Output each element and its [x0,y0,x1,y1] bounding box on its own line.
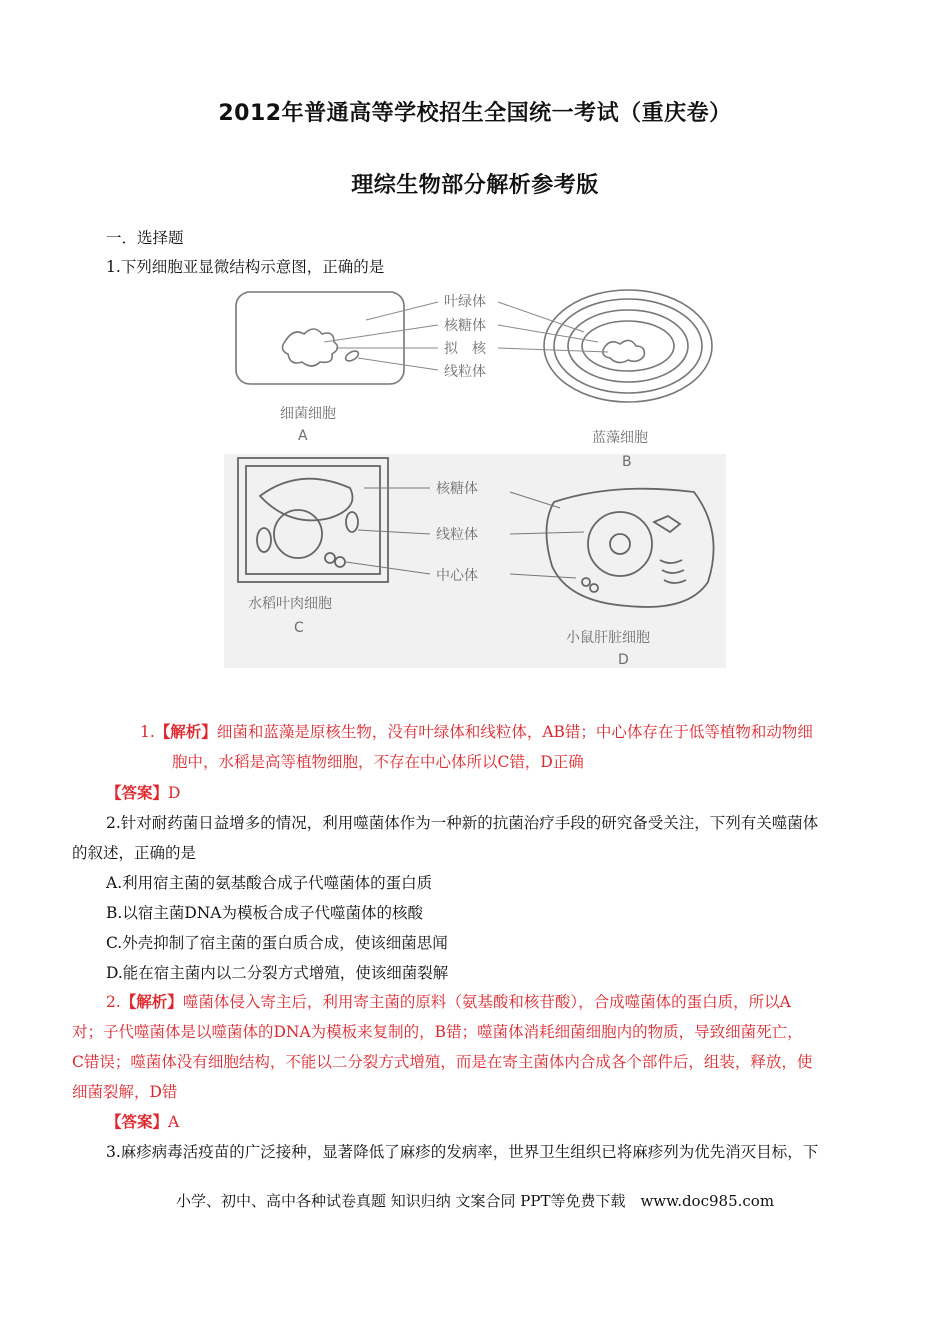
q2-answer-tag: 【答案】 [106,1112,169,1131]
q2-option-b: B.以宿主菌DNA为模板合成子代噬菌体的核酸 [106,904,424,922]
fig-label-centriole-cd: 中心体 [436,568,478,584]
document-subtitle: 理综生物部分解析参考版 [351,173,599,198]
fig-name-b: 蓝藻细胞 [592,430,648,446]
q2-analysis-line-1 [106,992,791,1012]
q1-analysis-text-1: 细菌和蓝藻是原核生物，没有叶绿体和线粒体，AB错；中心体存在于低等植物和动物细 [216,723,813,741]
fig-name-c: 水稻叶肉细胞 [248,596,332,612]
q2-analysis-line-3: C错误；噬菌体没有细胞结构，不能以二分裂方式增殖，而是在寄主菌体内合成各个部件后，组装，释放，使 [72,1053,813,1071]
q1-answer [106,783,180,803]
q1-answer-value: D [168,784,181,802]
fig-name-d: 小鼠肝脏细胞 [566,630,650,646]
cyanobacteria-cell-drawing [544,290,712,402]
fig-letter-a: A [298,428,308,444]
section-heading: 一．选择题 [106,229,184,247]
q2-answer-value: A [168,1113,180,1131]
q1-answer-tag: 【答案】 [106,783,169,802]
document-title: 2012年普通高等学校招生全国统一考试（重庆卷） [218,101,732,126]
fig-label-ribosome: 核糖体 [444,318,486,334]
cell-structure-figure [224,282,726,668]
bacteria-cell-drawing [236,292,404,384]
q2-option-d: D.能在宿主菌内以二分裂方式增殖，使该细菌裂解 [106,964,449,982]
fig-name-a: 细菌细胞 [280,406,336,422]
q2-option-c: C.外壳抑制了宿主菌的蛋白质合成，使该细菌思闻 [106,934,448,952]
fig-letter-c: C [294,620,304,636]
q3-stem-line-1: 3.麻疹病毒活疫苗的广泛接种，显著降低了麻疹的发病率，世界卫生组织已将麻疹列为优先消灭目标，下 [106,1143,819,1161]
fig-label-nucleoid: 拟 核 [444,341,486,357]
fig-label-ribosome-cd: 核糖体 [436,481,478,497]
q2-analysis-line-2: 对；子代噬菌体是以噬菌体的DNA为模板来复制的，B错；噬菌体消耗细菌细胞内的物质，导致细菌死亡， [72,1023,803,1041]
q2-stem-line-2: 的叙述，正确的是 [72,844,197,862]
q2-answer [106,1112,179,1132]
q2-analysis-line-4: 细菌裂解，D错 [72,1083,178,1101]
page-footer: 小学、初中、高中各种试卷真题 知识归纳 文案合同 PPT等免费下载 www.doc985.com [175,1192,775,1210]
q1-stem: 1.下列细胞亚显微结构示意图，正确的是 [106,258,385,276]
q2-analysis-text-1: 噬菌体侵入寄主后，利用寄主菌的原料（氨基酸和核苷酸），合成噬菌体的蛋白质，所以A [182,993,791,1011]
q2-analysis-number: 2. [106,993,121,1011]
fig-label-mitochondrion-cd: 线粒体 [436,527,478,543]
q1-analysis-line-2: 胞中，水稻是高等植物细胞，不存在中心体所以C错，D正确 [172,753,584,771]
q2-option-a: A.利用宿主菌的氨基酸合成子代噬菌体的蛋白质 [106,874,433,892]
fig-letter-d: D [618,652,629,668]
q2-analysis-tag: 【解析】 [120,992,183,1011]
fig-letter-b: B [622,454,632,470]
fig-label-chloroplast: 叶绿体 [444,294,486,310]
q1-analysis-number: 1. [140,723,155,741]
q2-stem-line-1: 2.针对耐药菌日益增多的情况，利用噬菌体作为一种新的抗菌治疗手段的研究备受关注，下列有关噬菌体 [106,814,819,832]
fig-label-mitochondrion: 线粒体 [444,364,486,380]
q1-analysis-line-1 [140,722,813,742]
q1-analysis-tag: 【解析】 [154,722,217,741]
